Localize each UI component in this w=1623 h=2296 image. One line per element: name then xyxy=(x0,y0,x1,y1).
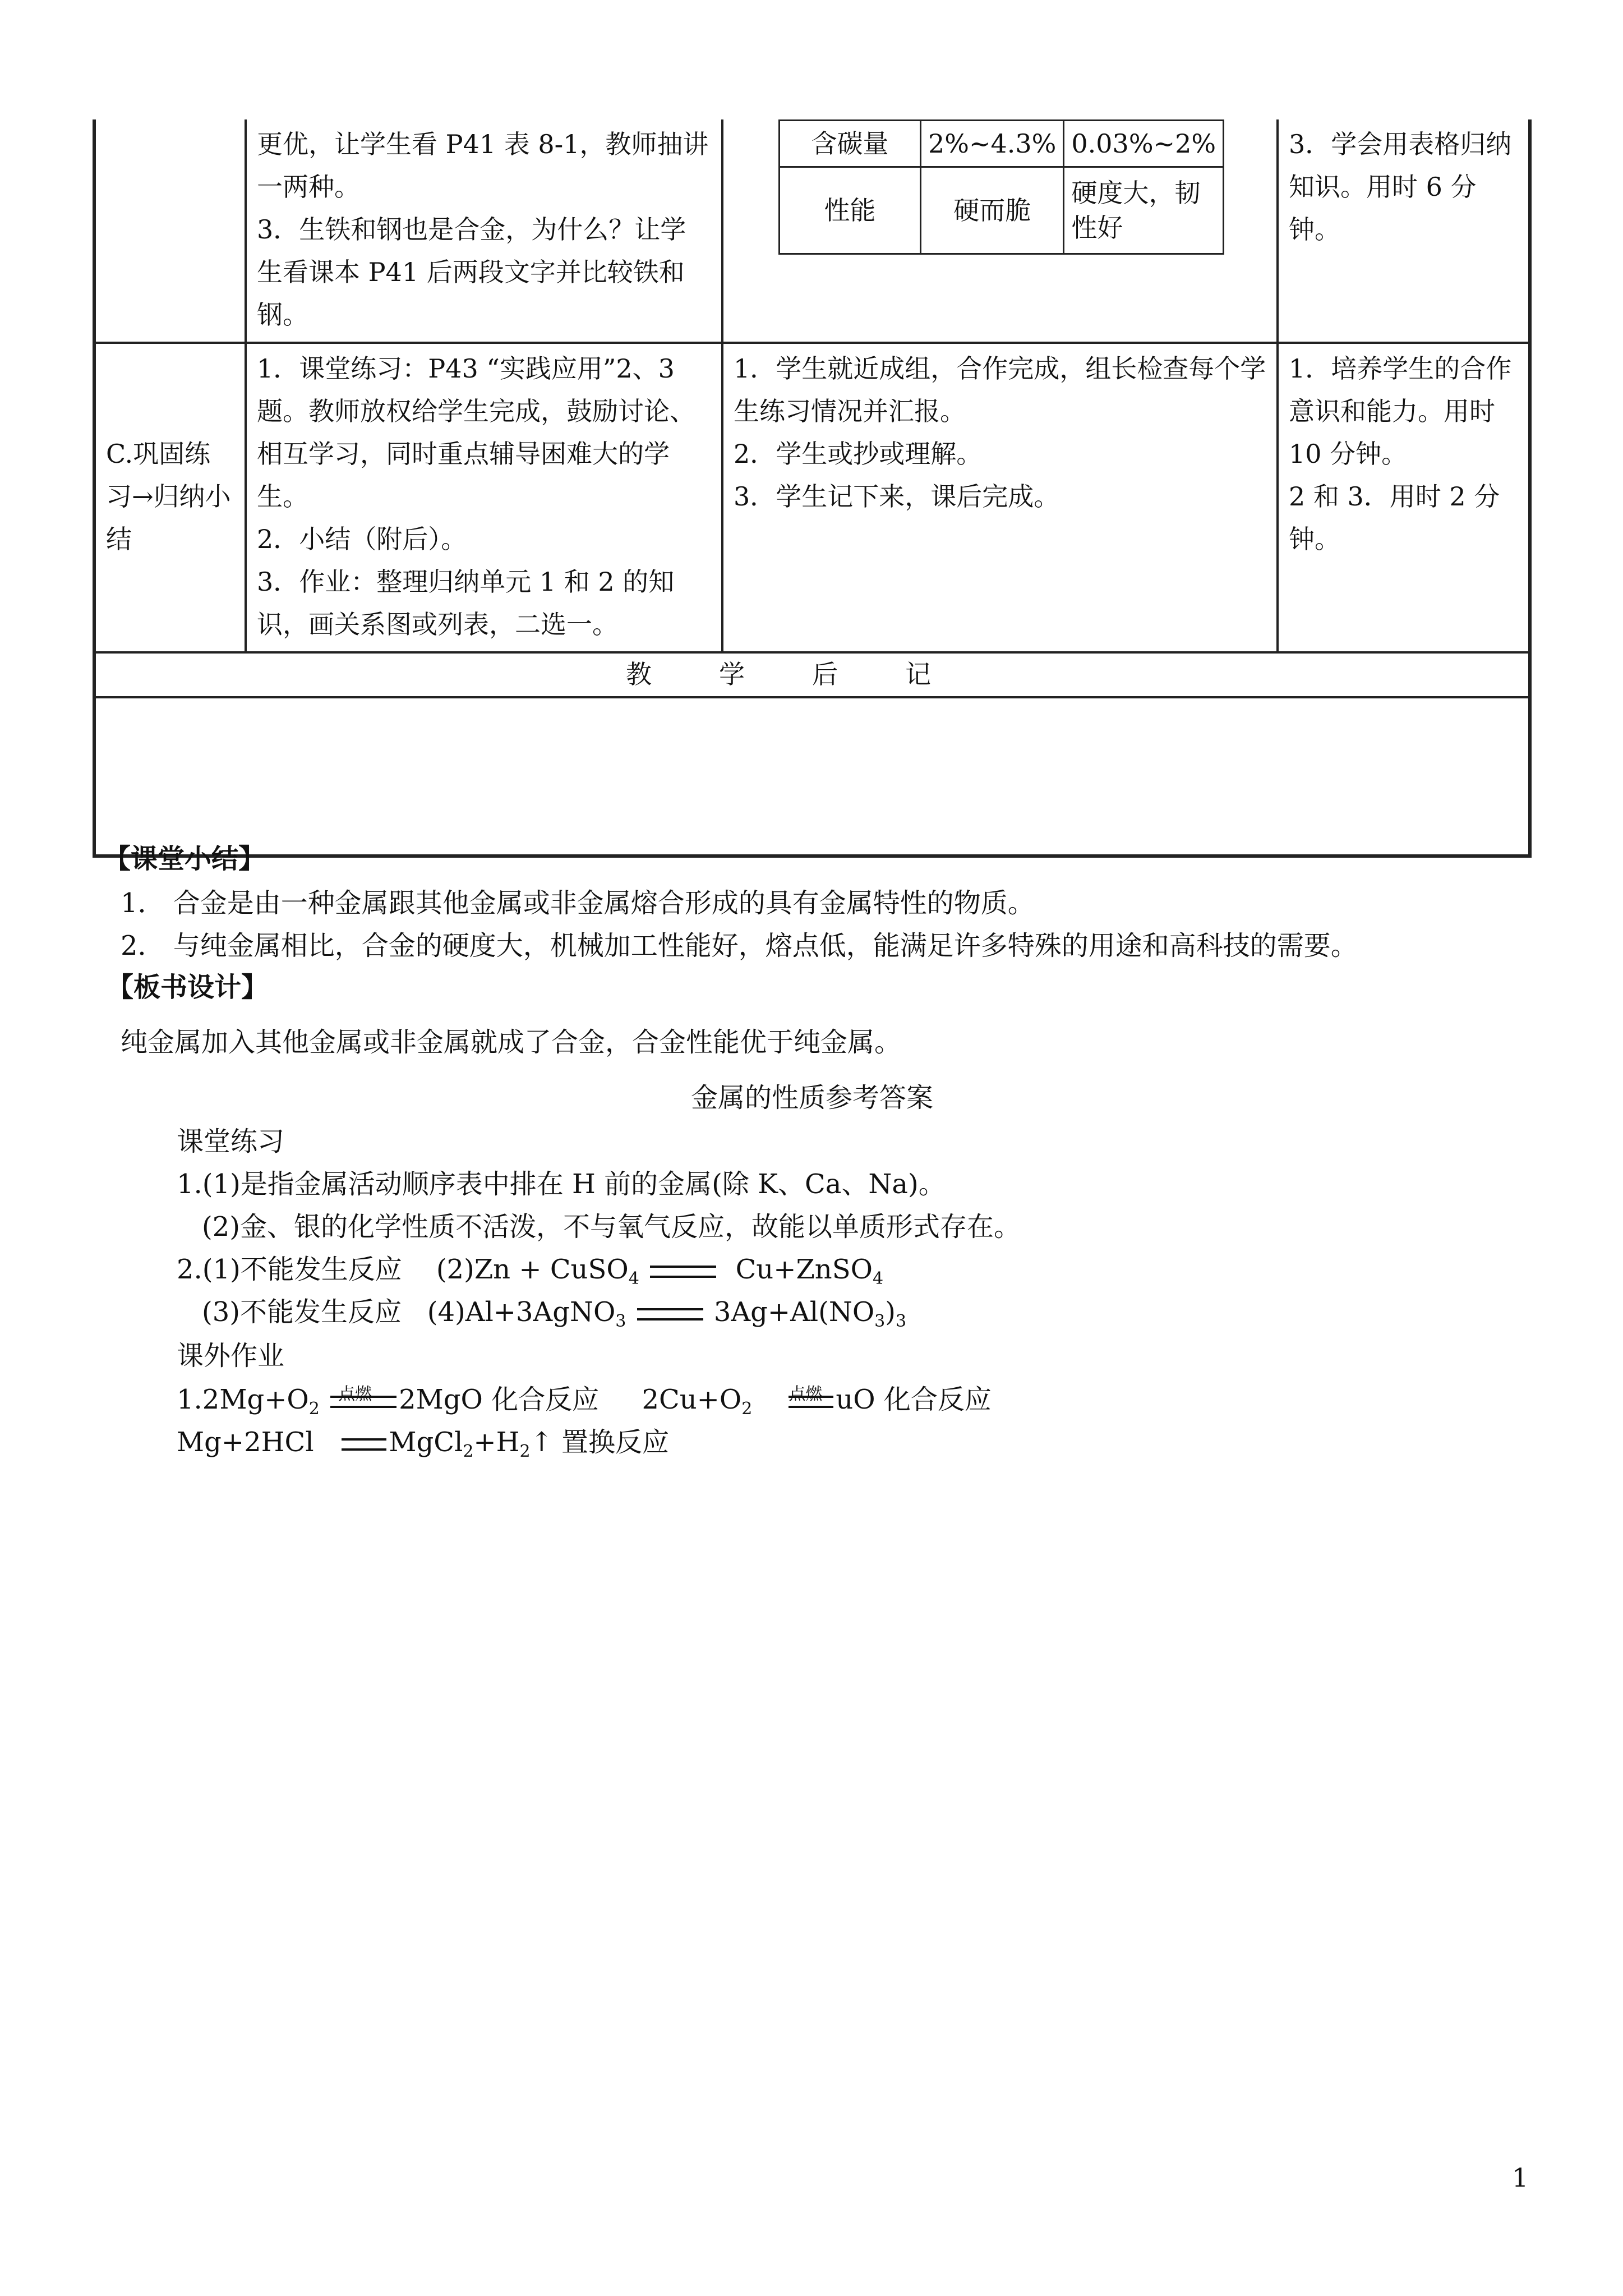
stage-cell: C.巩固练习→归纳小结 xyxy=(94,343,246,652)
subscript: 2 xyxy=(308,1399,320,1419)
board-heading: 【板书设计】 xyxy=(107,972,269,1003)
equation-text: uO 化合反应 xyxy=(836,1384,992,1415)
answer-line: (3)不能发生反应 (4)Al+3AgNO$_3$ $3Ag+Al(NO_3)_3$ xyxy=(202,1296,907,1331)
student-activity-cell xyxy=(722,343,1278,652)
answer-text: 2.(1)不能发生反应 xyxy=(177,1254,402,1285)
table-row xyxy=(780,167,1224,254)
teacher-activity-cell xyxy=(246,343,722,652)
purpose-cell xyxy=(1278,343,1530,652)
equation-text: MgCl xyxy=(389,1427,463,1458)
answer-line: (2)金、银的化学性质不活泼，不与氧气反应，故能以单质形式存在。 xyxy=(202,1211,1021,1243)
summary-item: 2． 与纯金属相比，合金的硬度大，机械加工性能好，熔点低，能满足许多特殊的用途和高科技的需要。 xyxy=(121,930,1358,961)
table-cell: 2%~4.3% xyxy=(921,121,1064,167)
teacher-activity-cell xyxy=(246,119,722,343)
student-text: 2．学生或抄或理解。 xyxy=(734,439,983,469)
teacher-text: 3．生铁和钢也是合金，为什么？让学生看课本 P41 后两段文字并比较铁和钢。 xyxy=(257,214,686,330)
summary-section xyxy=(104,837,265,881)
table-cell: 0.03%~2% xyxy=(1064,121,1224,167)
answer-line xyxy=(177,1253,884,1289)
subscript: 2 xyxy=(519,1442,531,1461)
equation-text: 1.2Mg+O xyxy=(177,1384,309,1415)
table-row xyxy=(780,121,1224,167)
subscript: 3 xyxy=(874,1312,886,1331)
answers-title: 金属的性质参考答案 xyxy=(691,1082,934,1114)
student-activity-cell xyxy=(722,119,1278,343)
purpose-cell: 3．学会用表格归纳知识。用时 6 分钟。 xyxy=(1278,119,1530,343)
iron-steel-comparison-table xyxy=(778,119,1224,255)
equation-text: +H xyxy=(473,1427,520,1458)
answer-text: (3)不能发生反应 xyxy=(202,1296,402,1328)
equation-text: 2Cu+O xyxy=(642,1384,742,1415)
equals-sign xyxy=(342,1438,386,1451)
homework-line xyxy=(177,1425,669,1459)
subscript: 4 xyxy=(628,1269,639,1289)
condition-label: 点燃 xyxy=(789,1384,823,1404)
page-number: 1 xyxy=(1512,2162,1529,2193)
equation-text: 3Ag+Al(NO xyxy=(713,1296,875,1328)
table-row xyxy=(94,119,1530,343)
condition-label: 点燃 xyxy=(338,1384,372,1404)
subscript: 2 xyxy=(463,1442,474,1461)
equals-sign xyxy=(650,1266,716,1278)
equation-text: (4)Al+3AgNO xyxy=(427,1296,616,1328)
table-cell: 硬而脆 xyxy=(921,167,1064,254)
teacher-text: 2．小结（附后）。 xyxy=(257,524,467,554)
postscript-body xyxy=(94,697,1530,856)
homework-label: 课外作业 xyxy=(177,1340,285,1372)
subscript: 4 xyxy=(872,1269,884,1289)
equals-sign xyxy=(637,1308,703,1320)
table-row xyxy=(94,652,1530,697)
postscript-header: 教学后记 xyxy=(94,652,1530,697)
subscript: 2 xyxy=(741,1399,753,1419)
subscript: 3 xyxy=(896,1312,907,1331)
equals-sign xyxy=(789,1384,833,1408)
class-practice-label: 课堂练习 xyxy=(177,1126,285,1157)
equation-text: 2MgO 化合反应 xyxy=(399,1384,600,1415)
table-cell: 含碳量 xyxy=(780,121,921,167)
summary-heading: 【课堂小结】 xyxy=(104,843,266,875)
purpose-text: 2 和 3．用时 2 分钟。 xyxy=(1289,481,1500,554)
student-text: 3．学生记下来，课后完成。 xyxy=(734,481,1060,512)
answer-line: 1.(1)是指金属活动顺序表中排在 H 前的金属(除 K、Ca、Na)。 xyxy=(177,1168,946,1200)
subscript: 3 xyxy=(615,1312,626,1331)
table-row xyxy=(94,343,1530,652)
board-text: 纯金属加入其他金属或非金属就成了合金，合金性能优于纯金属。 xyxy=(121,1027,902,1058)
table-cell: 硬度大，韧性好 xyxy=(1064,167,1224,254)
teacher-text: 1．课堂练习：P43 “实践应用”2、3 题。教师放权给学生完成，鼓励讨论、相互学习，同时重点辅导困难大的学生。 xyxy=(257,353,695,512)
summary-item: 1． 合金是由一种金属跟其他金属或非金属熔合形成的具有金属特性的物质。 xyxy=(121,887,1035,919)
stage-cell xyxy=(94,119,246,343)
equation-text: (2)Zn + CuSO xyxy=(436,1254,629,1285)
student-text: 1．学生就近成组，合作完成，组长检查每个学生练习情况并汇报。 xyxy=(734,353,1266,426)
equals-sign xyxy=(330,1384,396,1408)
equation-text: Mg+2HCl xyxy=(177,1427,314,1458)
teacher-text: 更优，让学生看 P41 表 8-1，教师抽讲一两种。 xyxy=(257,129,709,202)
equation-text: Cu+ZnSO xyxy=(735,1254,873,1285)
table-cell: 性能 xyxy=(780,167,921,254)
purpose-text: 1．培养学生的合作意识和能力。用时 10 分钟。 xyxy=(1289,353,1512,469)
table-row xyxy=(94,697,1530,856)
homework-line xyxy=(177,1383,992,1419)
lesson-plan-table xyxy=(93,119,1532,858)
teacher-text: 3．作业：整理归纳单元 1 和 2 的知识，画关系图或列表，二选一。 xyxy=(257,567,675,639)
equation-text: ↑ 置换反应 xyxy=(530,1427,670,1458)
